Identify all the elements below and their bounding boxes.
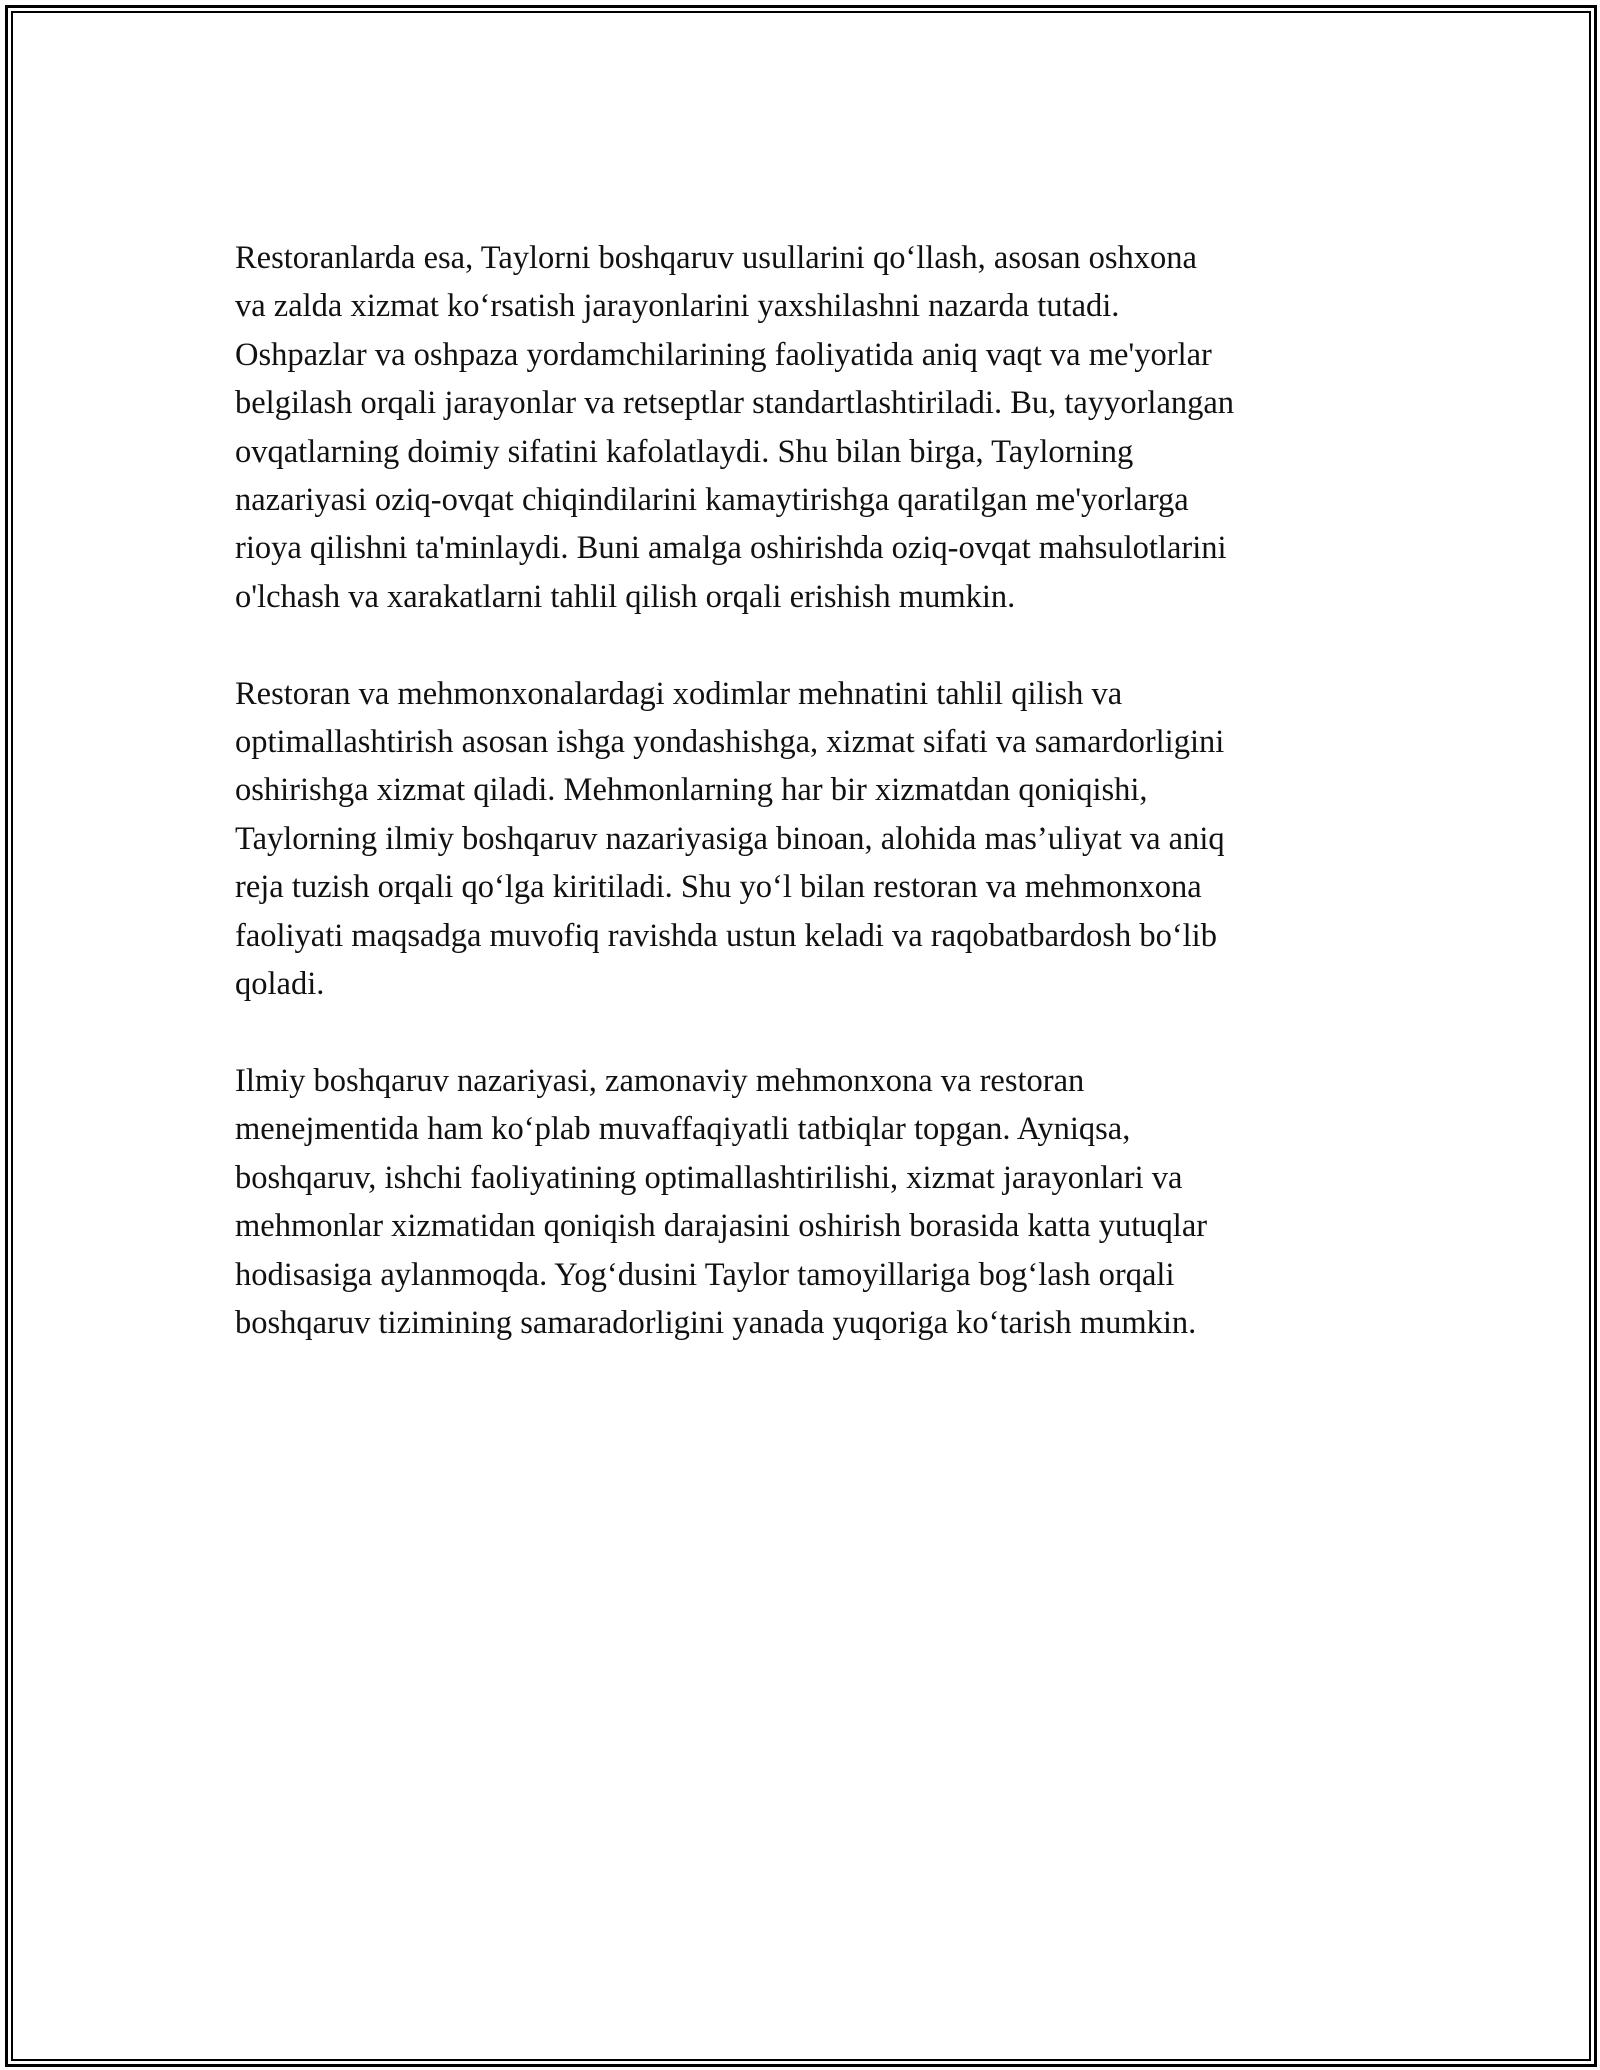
text-line: oshirishga xizmat qiladi. Mehmonlarning har bir xizmatdan qoniqishi, [235, 772, 1148, 809]
text-line: menejmentida ham ko‘plab muvaffaqiyatli tatbiqlar topgan. Ayniqsa, [235, 1111, 1131, 1148]
text-line: boshqaruv tizimining samaradorligini yanada yuqoriga ko‘tarish mumkin. [235, 1304, 1197, 1341]
text-line: Restoran va mehmonxonalardagi xodimlar mehnatini tahlil qilish va [235, 675, 1123, 712]
text-line: Restoranlarda esa, Taylorni boshqaruv usullarini qo‘llash, asosan oshxona [235, 240, 1197, 276]
text-line: mehmonlar xizmatidan qoniqish darajasini oshirish borasida katta yutuqlar [235, 1208, 1208, 1245]
text-line: Taylorning ilmiy boshqaruv nazariyasiga binoan, alohida mas’uliyat va aniq [235, 820, 1225, 857]
text-line: hodisasiga aylanmoqda. Yog‘dusini Taylor tamoyillariga bog‘lash orqali [235, 1256, 1175, 1293]
paragraph-1 [235, 234, 1375, 621]
text-line: belgilash orqali jarayonlar va retseptlar standartlashtiriladi. Bu, tayyorlangan [235, 385, 1235, 422]
text-line: qoladi. [235, 966, 325, 1003]
text-line: reja tuzish orqali qo‘lga kiritiladi. Shu yo‘l bilan restoran va mehmonxona [235, 869, 1202, 906]
paragraph-2 [235, 670, 1375, 1009]
text-line: faoliyati maqsadga muvofiq ravishda ustun keladi va raqobatbardosh bo‘lib [235, 917, 1217, 954]
text-line: boshqaruv, ishchi faoliyatining optimallashtirilishi, xizmat jarayonlari va [235, 1159, 1183, 1196]
text-line: nazariyasi oziq-ovqat chiqindilarini kamaytirishga qaratilgan me'yorlarga [235, 482, 1189, 519]
text-line: optimallashtirish asosan ishga yondashishga, xizmat sifati va samardorligini [235, 724, 1225, 761]
document-body [235, 234, 1375, 1396]
text-line: rioya qilishni ta'minlaydi. Buni amalga oshirishda oziq-ovqat mahsulotlarini [235, 530, 1227, 567]
paragraph-3 [235, 1057, 1375, 1347]
text-line: ovqatlarning doimiy sifatini kafolatlaydi. Shu bilan birga, Taylorning [235, 433, 1134, 470]
text-line: Oshpazlar va oshpaza yordamchilarining faoliyatida aniq vaqt va me'yorlar [235, 336, 1212, 373]
text-line: Ilmiy boshqaruv nazariyasi, zamonaviy mehmonxona va restoran [235, 1062, 1085, 1099]
text-line: va zalda xizmat ko‘rsatish jarayonlarini yaxshilashni nazarda tutadi. [235, 288, 1120, 325]
text-line: o'lchash va xarakatlarni tahlil qilish orqali erishish mumkin. [235, 578, 1016, 615]
